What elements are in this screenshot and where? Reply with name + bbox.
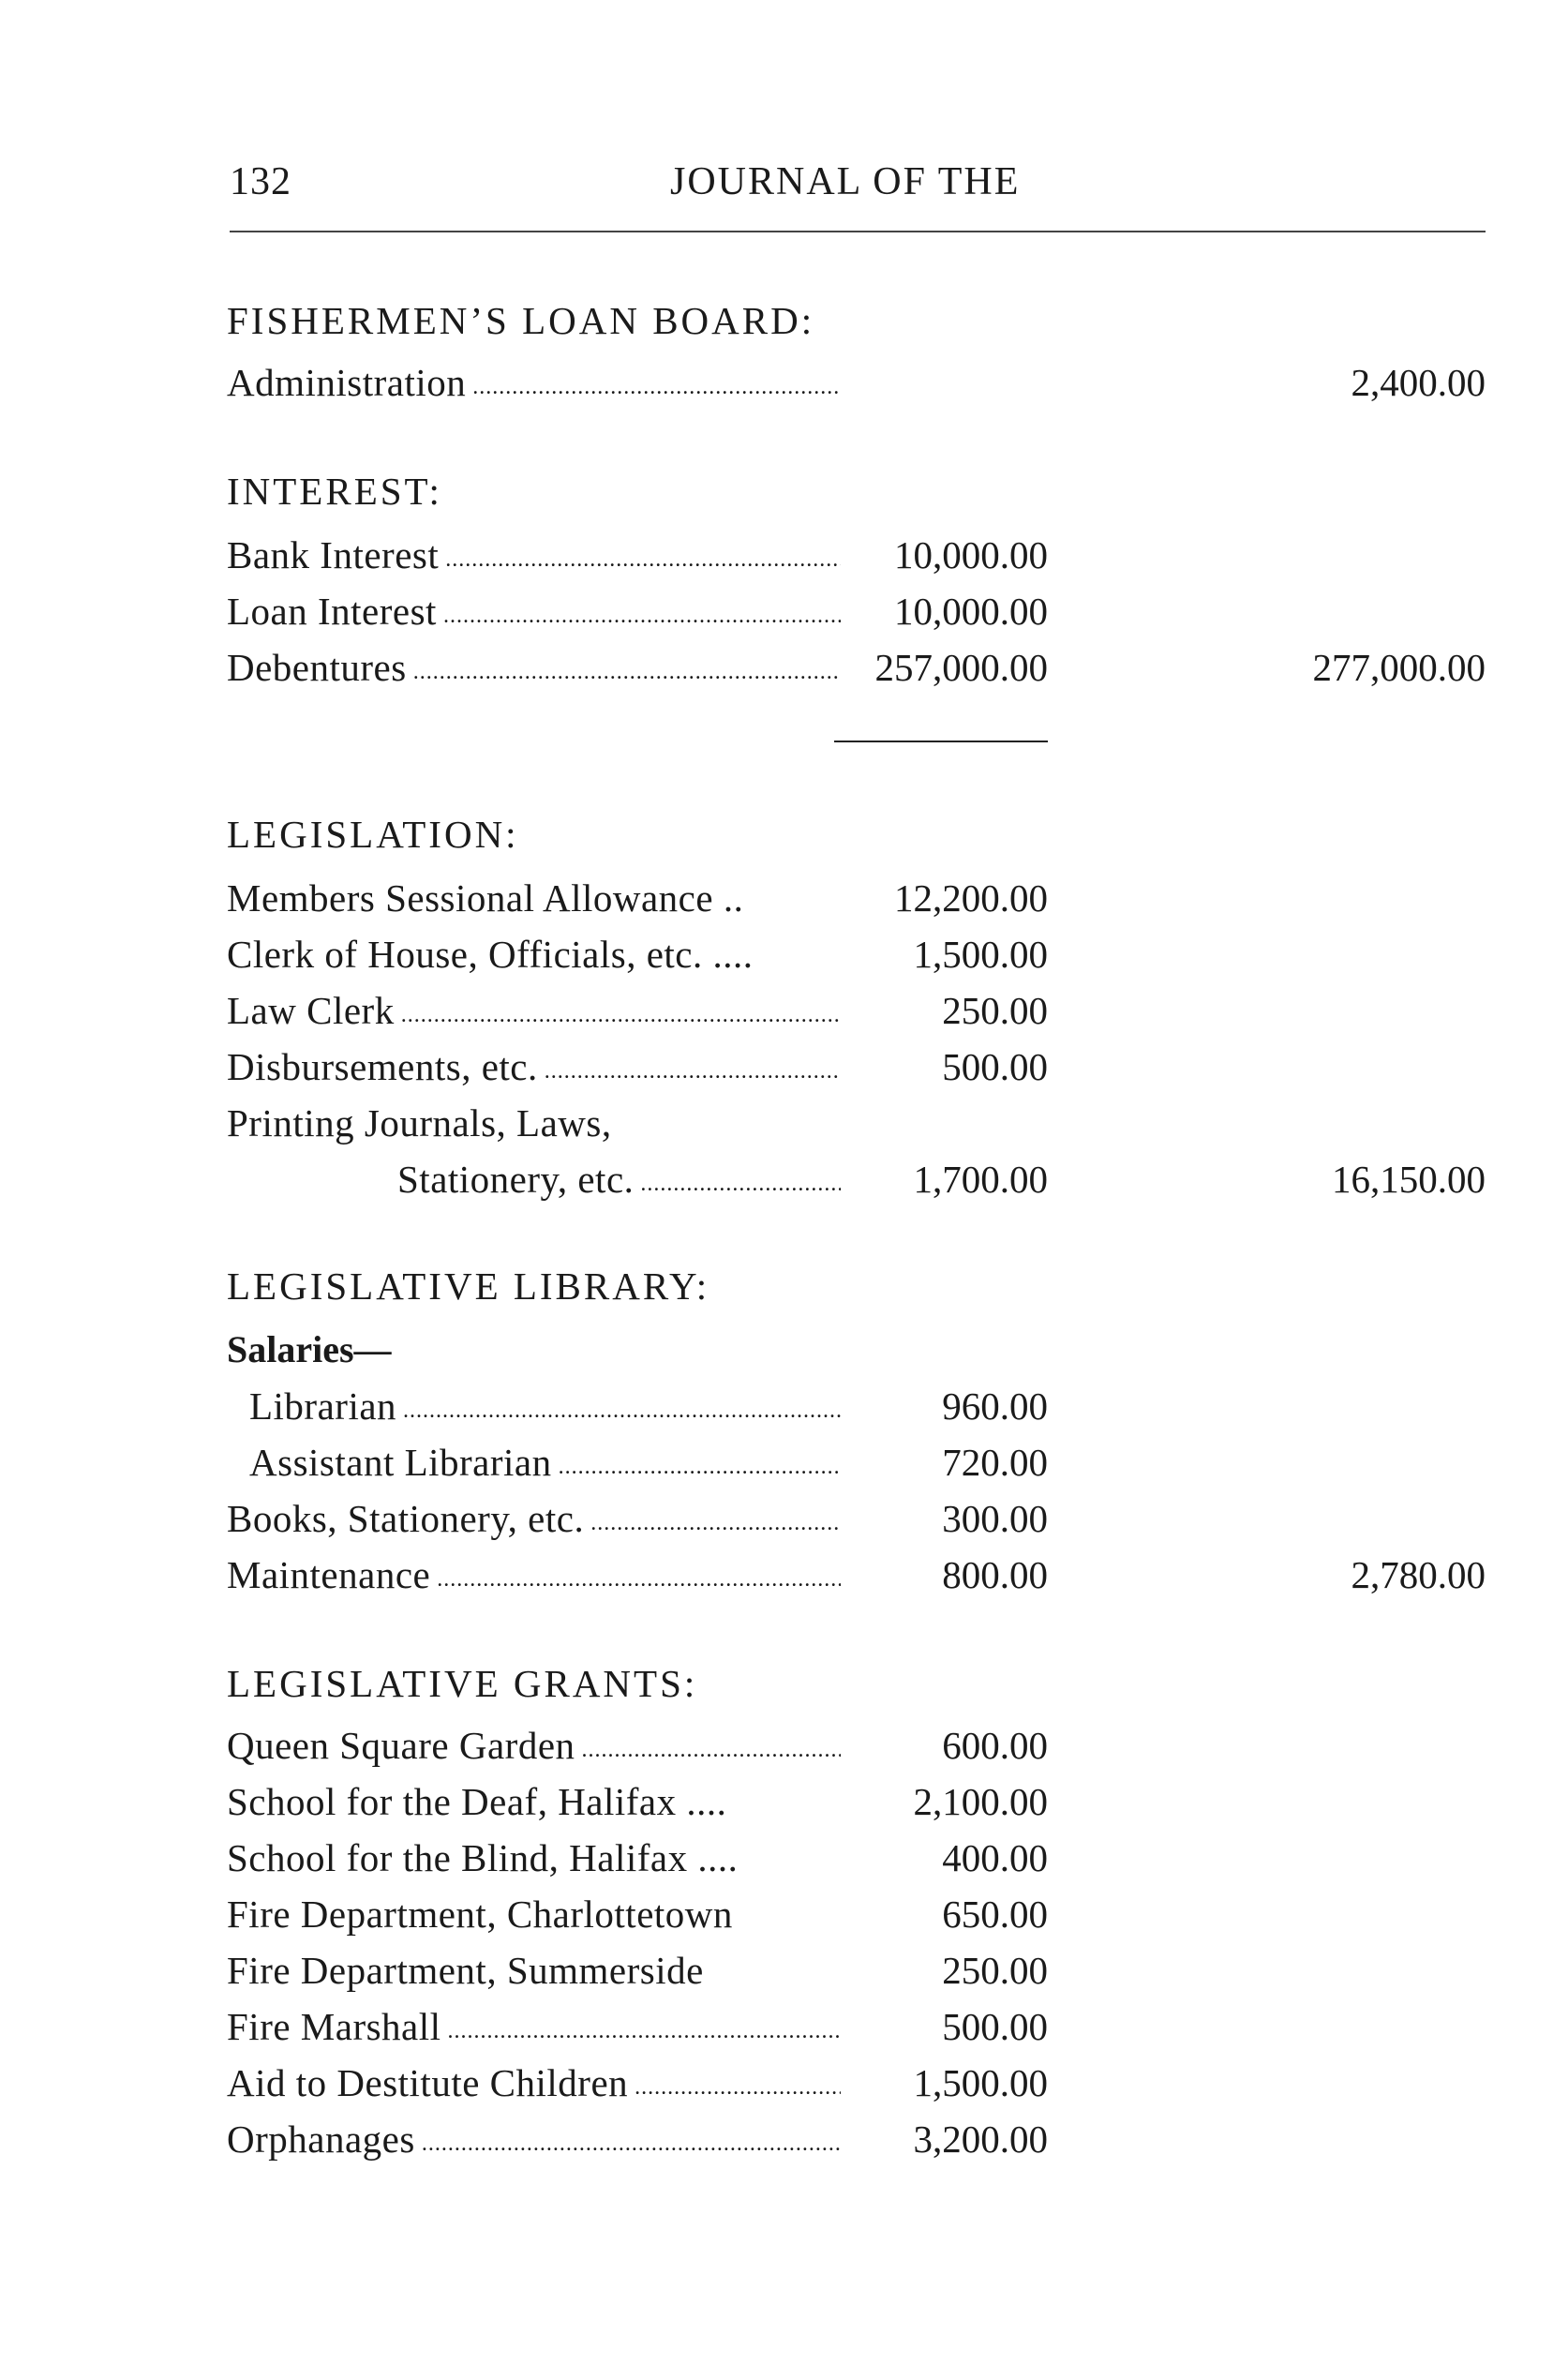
ledger-row-administration [0, 360, 1568, 412]
row-label: Members Sessional Allowance .. [227, 876, 744, 920]
ledger-row-loan-interest [0, 589, 1568, 641]
row-label: Orphanages ..... [227, 2117, 841, 2162]
row-label: Printing Journals, Laws, [227, 1101, 612, 1145]
row-amount: 400.00 [942, 1836, 1048, 1879]
page-number: 132 [230, 160, 291, 203]
row-label: Librarian ..... [249, 1384, 841, 1429]
row-amount: 500.00 [942, 1045, 1048, 1088]
ledger-row-law-clerk [0, 988, 1568, 1040]
ledger-row-members-allowance [0, 875, 1568, 928]
row-label: Clerk of House, Officials, etc. .... [227, 933, 754, 976]
row-label: Queen Square Garden ..... [227, 1723, 841, 1768]
row-total: 2,400.00 [1351, 361, 1486, 404]
ledger-row-maintenance [0, 1552, 1568, 1605]
section-heading-library: LEGISLATIVE LIBRARY: [227, 1264, 710, 1308]
row-label: Fire Marshall ..... [227, 2004, 841, 2049]
ledger-row-debentures [0, 645, 1568, 697]
row-amount: 12,200.00 [894, 876, 1048, 920]
ledger-row-printing-line-1 [0, 1100, 1568, 1153]
row-amount: 2,100.00 [913, 1780, 1048, 1823]
row-amount: 650.00 [942, 1893, 1048, 1936]
row-label: Maintenance ..... [227, 1552, 841, 1597]
row-amount: 1,500.00 [913, 2061, 1048, 2104]
row-label: Fire Department, Summerside [227, 1949, 704, 1992]
row-amount: 500.00 [942, 2005, 1048, 2048]
running-title: JOURNAL OF THE [670, 160, 1021, 203]
row-label: Debentures ..... [227, 645, 841, 690]
row-label: Administration ..... [227, 360, 841, 405]
row-total: 2,780.00 [1351, 1553, 1486, 1596]
row-total: 277,000.00 [1312, 646, 1486, 689]
row-label: Disbursements, etc. ..... [227, 1044, 841, 1089]
row-label: School for the Deaf, Halifax .... [227, 1780, 727, 1823]
row-amount: 10,000.00 [894, 533, 1048, 576]
ledger-row-printing-line-2 [0, 1157, 1568, 1209]
row-amount: 720.00 [942, 1441, 1048, 1484]
ledger-row-grant [0, 1892, 1568, 1944]
row-label: Fire Department, Charlottetown [227, 1893, 733, 1936]
row-total: 16,150.00 [1332, 1158, 1486, 1201]
row-label: Aid to Destitute Children ..... [227, 2060, 841, 2105]
row-amount: 257,000.00 [874, 646, 1048, 689]
ledger-row-grant [0, 1948, 1568, 2000]
row-label: Books, Stationery, etc. ..... [227, 1496, 841, 1541]
row-label: Law Clerk ..... [227, 988, 841, 1033]
section-heading-grants: LEGISLATIVE GRANTS: [227, 1662, 698, 1705]
ledger-row-grant [0, 2004, 1568, 2057]
row-amount: 10,000.00 [894, 590, 1048, 633]
page-header [230, 159, 1486, 216]
section-heading-fishermen: FISHERMEN’S LOAN BOARD: [227, 299, 815, 342]
row-amount: 250.00 [942, 1949, 1048, 1992]
row-amount: 300.00 [942, 1497, 1048, 1540]
ledger-row-clerk-of-house [0, 932, 1568, 984]
ledger-row-grant [0, 2060, 1568, 2113]
ledger-row-books-stationery [0, 1496, 1568, 1549]
ledger-row-grant [0, 1835, 1568, 1888]
ledger-row-grant [0, 2117, 1568, 2169]
row-label: Loan Interest ..... [227, 589, 841, 634]
row-amount: 1,700.00 [913, 1158, 1048, 1201]
row-amount: 1,500.00 [913, 933, 1048, 976]
ledger-row-librarian [0, 1384, 1568, 1436]
row-amount: 250.00 [942, 989, 1048, 1032]
ledger-row-assistant-librarian [0, 1440, 1568, 1492]
ledger-row-bank-interest [0, 532, 1568, 585]
row-amount: 600.00 [942, 1724, 1048, 1767]
row-label: Stationery, etc. ..... [397, 1157, 841, 1202]
row-amount: 800.00 [942, 1553, 1048, 1596]
row-amount: 960.00 [942, 1384, 1048, 1428]
ledger-row-grant [0, 1779, 1568, 1832]
subheading-salaries: Salaries— [227, 1328, 392, 1370]
subtotal-rule [834, 741, 1048, 742]
section-heading-legislation: LEGISLATION: [227, 813, 519, 856]
section-heading-interest: INTEREST: [227, 470, 442, 513]
row-label: Assistant Librarian ..... [249, 1440, 841, 1485]
row-amount: 3,200.00 [913, 2117, 1048, 2161]
row-label: School for the Blind, Halifax .... [227, 1836, 739, 1879]
header-rule [230, 231, 1486, 232]
ledger-row-grant [0, 1723, 1568, 1775]
row-label: Bank Interest ..... [227, 532, 841, 577]
ledger-row-disbursements [0, 1044, 1568, 1097]
